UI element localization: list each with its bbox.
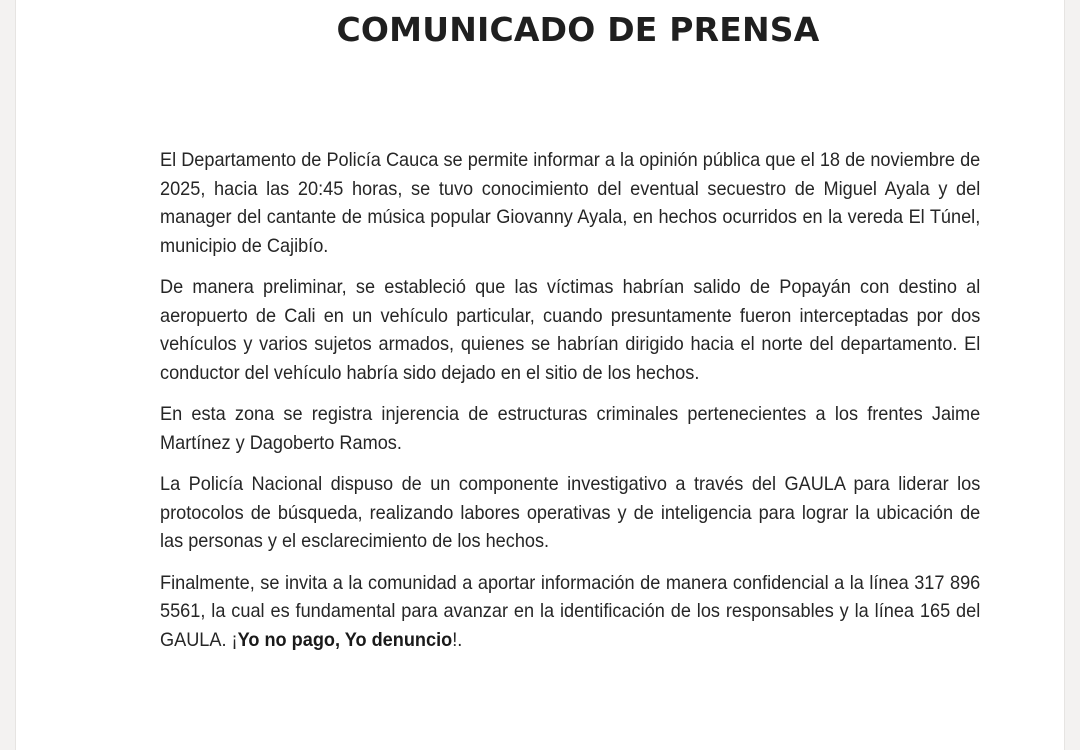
paragraph-investigation: La Policía Nacional dispuso de un componente investigativo a través del GAULA para liderar los protocolos de búsqueda, realizando labores operativas y de inteligencia para lograr la ubicación de las personas y el esclarecimiento de los hechos. [160, 473, 981, 552]
paragraph-incident: El Departamento de Policía Cauca se permite informar a la opinión pública que el 18 de noviembre de 2025, hacia las 20:45 horas, se tuvo conocimiento del eventual secuestro de Miguel Ayala y del manager del cantante de música popular Giovanny Ayala, en hechos ocurridos en la vereda El Túnel, municipio de Cajibío. [160, 149, 981, 257]
paragraph-closing [160, 569, 980, 655]
slogan: Yo no pago, Yo denuncio [237, 628, 453, 651]
document-title: COMUNICADO DE PRENSA [336, 10, 820, 49]
document-page [15, 0, 1065, 750]
document-body [160, 146, 980, 667]
paragraph-preliminary: De manera preliminar, se estableció que las víctimas habrían salido de Popayán con destino al aeropuerto de Cali en un vehículo particular, cuando presuntamente fueron interceptadas por dos vehículos y varios sujetos armados, quienes se habrían dirigido hacia el norte del departamento. El conductor del vehículo habría sido dejado en el sitio de los hechos. [160, 276, 981, 384]
closing-text: Finalmente, se invita a la comunidad a aportar información de manera confidencial a la línea 317 896 5561, la cual es fundamental para avanzar en la identificación de los responsables y la línea 165 del GAULA. ¡ [160, 571, 981, 651]
paragraph-zone: En esta zona se registra injerencia de estructuras criminales pertenecientes a los frentes Jaime Martínez y Dagoberto Ramos. [160, 403, 981, 454]
closing-end: !. [452, 628, 463, 651]
